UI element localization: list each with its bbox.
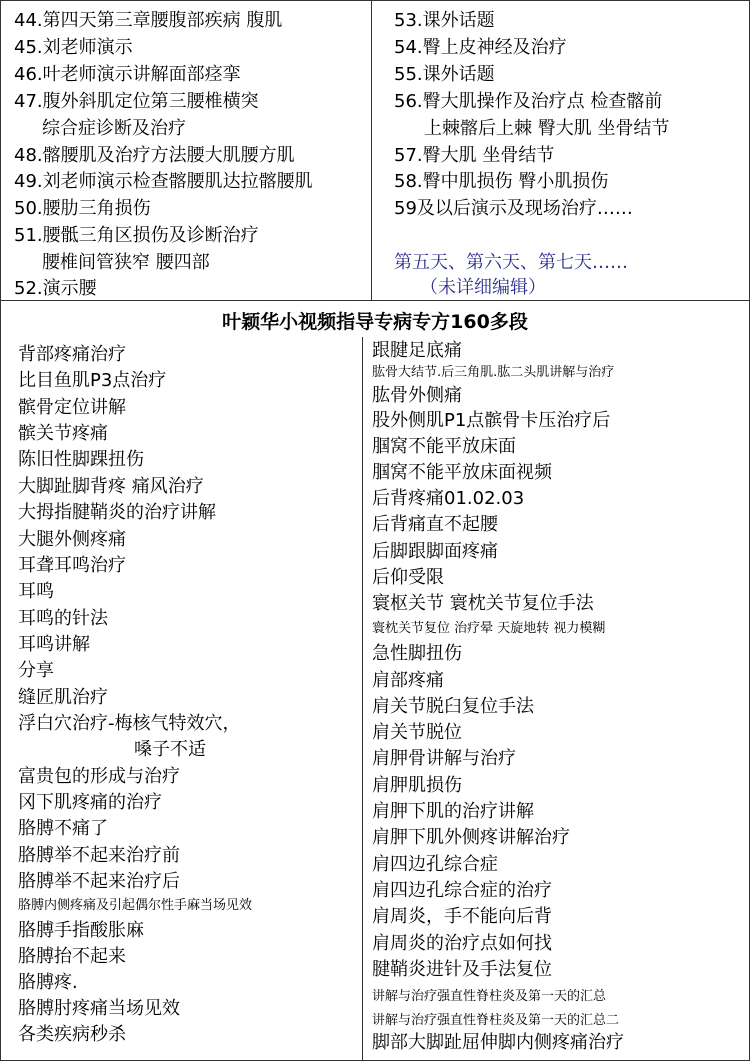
list-item: 肩胛下肌外侧疼讲解治疗 (372, 827, 570, 848)
list-item: 肩四边孔综合症 (372, 854, 498, 875)
list-item: 肩四边孔综合症的治疗 (372, 880, 552, 901)
list-item: 后仰受限 (372, 567, 444, 588)
list-item: 肩胛下肌的治疗讲解 (372, 801, 534, 822)
list-item: 肩关节脱臼复位手法 (372, 696, 534, 717)
list-item: 肩关节脱位 (372, 722, 462, 743)
list-item: 肱骨外侧痛 (372, 385, 462, 406)
list-item: 耳鸣 (18, 581, 54, 602)
list-item: 49.刘老师演示检查髂腰肌达拉髂腰肌 (14, 171, 313, 192)
list-item: 腘窝不能平放床面视频 (372, 462, 552, 483)
list-item: 耳鸣讲解 (18, 634, 90, 655)
list-item: 胳膊举不起来治疗前 (18, 845, 180, 866)
list-item: 腘窝不能平放床面 (372, 436, 516, 457)
list-item: 腰椎间管狭窄 腰四部 (42, 252, 210, 273)
list-item: 嗓子不适 (134, 739, 206, 760)
list-item: 肩部疼痛 (372, 670, 444, 691)
list-item: 53.课外话题 (394, 10, 495, 31)
list-item: 大拇指腱鞘炎的治疗讲解 (18, 502, 216, 523)
list-item: 比目鱼肌P3点治疗 (18, 370, 167, 391)
list-item: 上棘髂后上棘 臀大肌 坐骨结节 (424, 118, 670, 139)
list-item: 肩周炎的治疗点如何找 (372, 933, 552, 954)
list-item: 后背痛直不起腰 (372, 514, 498, 535)
list-item: 52.演示腰 (14, 278, 97, 299)
list-item: 肩胛肌损伤 (372, 775, 462, 796)
list-item: 讲解与治疗强直性脊柱炎及第一天的汇总二 (372, 1013, 620, 1028)
days-note: 第五天、第六天、第七天…… (394, 252, 628, 273)
list-item: 肩胛骨讲解与治疗 (372, 748, 516, 769)
list-item: 胳膊疼. (18, 972, 78, 993)
section-divider (0, 300, 750, 301)
list-item: 胳膊举不起来治疗后 (18, 871, 180, 892)
list-item: 51.腰骶三角区损伤及诊断治疗 (14, 225, 259, 246)
list-item: 分享 (18, 660, 54, 681)
list-item: 胳膊肘疼痛当场见效 (18, 998, 180, 1019)
list-item: 58.臀中肌损伤 臀小肌损伤 (394, 171, 609, 192)
list-item: 冈下肌疼痛的治疗 (18, 792, 162, 813)
top-column-divider (371, 0, 372, 300)
list-item: 浮白穴治疗-梅核气特效穴， (18, 713, 241, 734)
bottom-column-divider (362, 337, 363, 1061)
list-item: 47.腹外斜肌定位第三腰椎横突 (14, 91, 259, 112)
list-item: 44.第四天第三章腰腹部疾病 腹肌 (14, 10, 283, 31)
list-item: 寰枢关节 寰枕关节复位手法 (372, 593, 594, 614)
list-item: 大腿外侧疼痛 (18, 529, 126, 550)
list-item: 耳聋耳鸣治疗 (18, 555, 126, 576)
list-item: 46.叶老师演示讲解面部痉挛 (14, 64, 241, 85)
list-item: 跟腱足底痛 (372, 340, 462, 361)
list-item: 陈旧性脚踝扭伤 (18, 449, 144, 470)
list-item: 57.臀大肌 坐骨结节 (394, 145, 555, 166)
list-item: 富贵包的形成与治疗 (18, 766, 180, 787)
list-item: 后背疼痛01.02.03 (372, 488, 525, 509)
list-item: 胳膊抬不起来 (18, 946, 126, 967)
list-item: 髌关节疼痛 (18, 423, 108, 444)
list-item: 综合症诊断及治疗 (42, 118, 186, 139)
list-item: 后脚跟脚面疼痛 (372, 541, 498, 562)
list-item: 腱鞘炎进针及手法复位 (372, 959, 552, 980)
list-item: 55.课外话题 (394, 64, 495, 85)
list-item: 48.髂腰肌及治疗方法腰大肌腰方肌 (14, 145, 295, 166)
list-item: 59及以后演示及现场治疗…… (394, 198, 633, 219)
list-item: 急性脚扭伤 (372, 643, 462, 664)
list-item: 耳鸣的针法 (18, 608, 108, 629)
list-item: 讲解与治疗强直性脊柱炎及第一天的汇总 (372, 989, 607, 1004)
list-item: 各类疾病秒杀 (18, 1024, 126, 1045)
list-item: 54.臀上皮神经及治疗 (394, 37, 567, 58)
list-item: 胳膊不痛了 (18, 818, 108, 839)
list-item: 股外侧肌P1点髌骨卡压治疗后 (372, 410, 611, 431)
list-item: 脚部大脚趾屈伸脚内侧疼痛治疗 (372, 1032, 624, 1053)
list-item: 50.腰肋三角损伤 (14, 198, 151, 219)
list-item: 肩周炎，手不能向后背 (372, 906, 552, 927)
days-note-sub: （未详细编辑） (420, 277, 546, 298)
list-item: 胳膊手指酸胀麻 (18, 920, 144, 941)
list-item: 缝匠肌治疗 (18, 687, 108, 708)
list-item: 肱骨大结节.后三角肌.肱二头肌讲解与治疗 (372, 365, 615, 380)
list-item: 大脚趾脚背疼 痛风治疗 (18, 476, 204, 497)
list-item: 45.刘老师演示 (14, 37, 133, 58)
list-item: 背部疼痛治疗 (18, 344, 126, 365)
list-item: 56.臀大肌操作及治疗点 检查髂前 (394, 91, 663, 112)
section-title: 叶颖华小视频指导专病专方160多段 (222, 311, 528, 333)
list-item: 寰枕关节复位 治疗晕 天旋地转 视力模糊 (372, 621, 606, 636)
list-item: 胳膊内侧疼痛及引起偶尔性手麻当场见效 (18, 898, 253, 913)
list-item: 髌骨定位讲解 (18, 397, 126, 418)
